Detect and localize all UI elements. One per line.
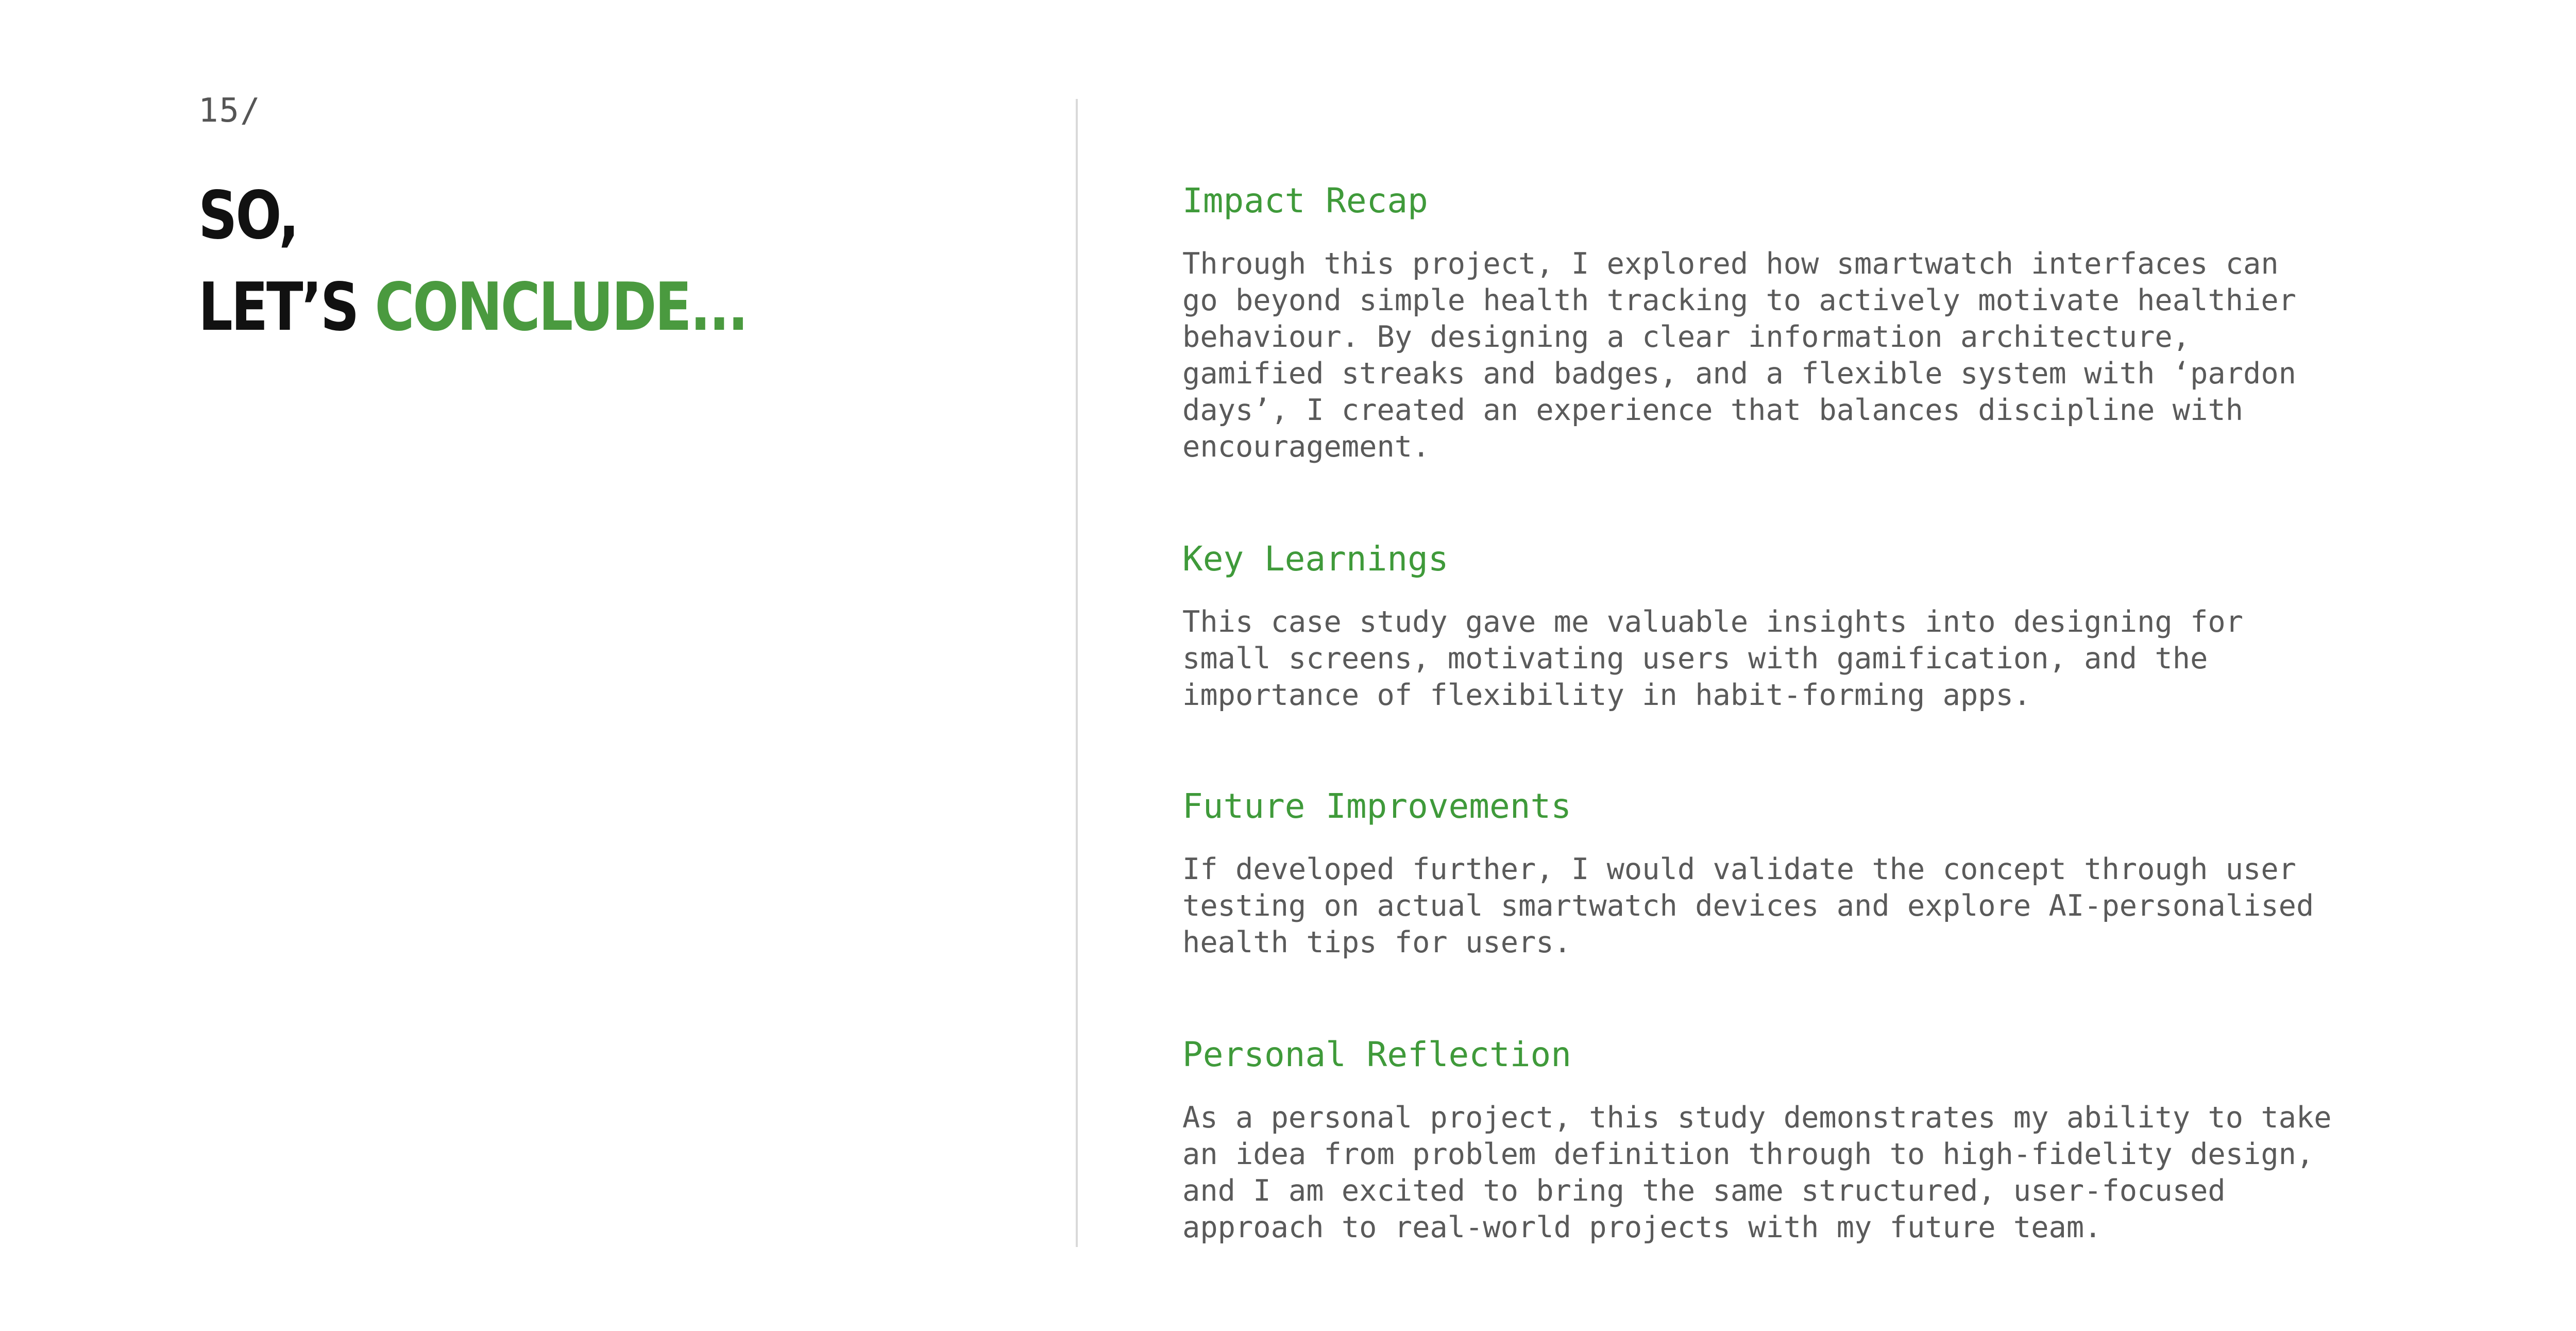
section-title: Future Improvements	[1182, 786, 1571, 826]
title-accent: CONCLUDE...	[375, 269, 747, 346]
title-line-2-prefix: LET’S	[198, 269, 375, 346]
title-line-2	[198, 262, 747, 353]
section-key-learnings	[1182, 536, 2243, 714]
section-body: If developed further, I would validate the concept through user testing on actual smartwatch devices and explore AI-personalised health tips for users.	[1182, 852, 2314, 959]
page-number: 15/	[198, 92, 261, 130]
column-divider	[1076, 99, 1078, 1247]
section-body: Through this project, I explored how smartwatch interfaces can go beyond simple health tracking to actively motivate healthier behaviour. By designing a clear information architecture, gamified streaks and badges, and a flexible system with ‘pardon days’, I created an experience that balances discipline with encouragement.	[1182, 247, 2296, 464]
section-body: This case study gave me valuable insights into designing for small screens, motivating users with gamification, and the importance of flexibility in habit-forming apps.	[1182, 605, 2244, 712]
section-title: Impact Recap	[1182, 181, 1428, 221]
title-line-1: SO,	[198, 177, 298, 254]
page-title	[198, 170, 747, 353]
section-title: Key Learnings	[1182, 539, 1449, 579]
section-future-improvements	[1182, 783, 2314, 961]
section-impact-recap	[1182, 178, 2296, 538]
section-body: As a personal project, this study demonstrates my ability to take an idea from problem definition through to high-fidelity design, and I am excited to bring the same structured, user-focused approach to real-world projects with my future team.	[1182, 1101, 2332, 1244]
section-personal-reflection	[1182, 1032, 2332, 1311]
section-title: Personal Reflection	[1182, 1035, 1571, 1074]
